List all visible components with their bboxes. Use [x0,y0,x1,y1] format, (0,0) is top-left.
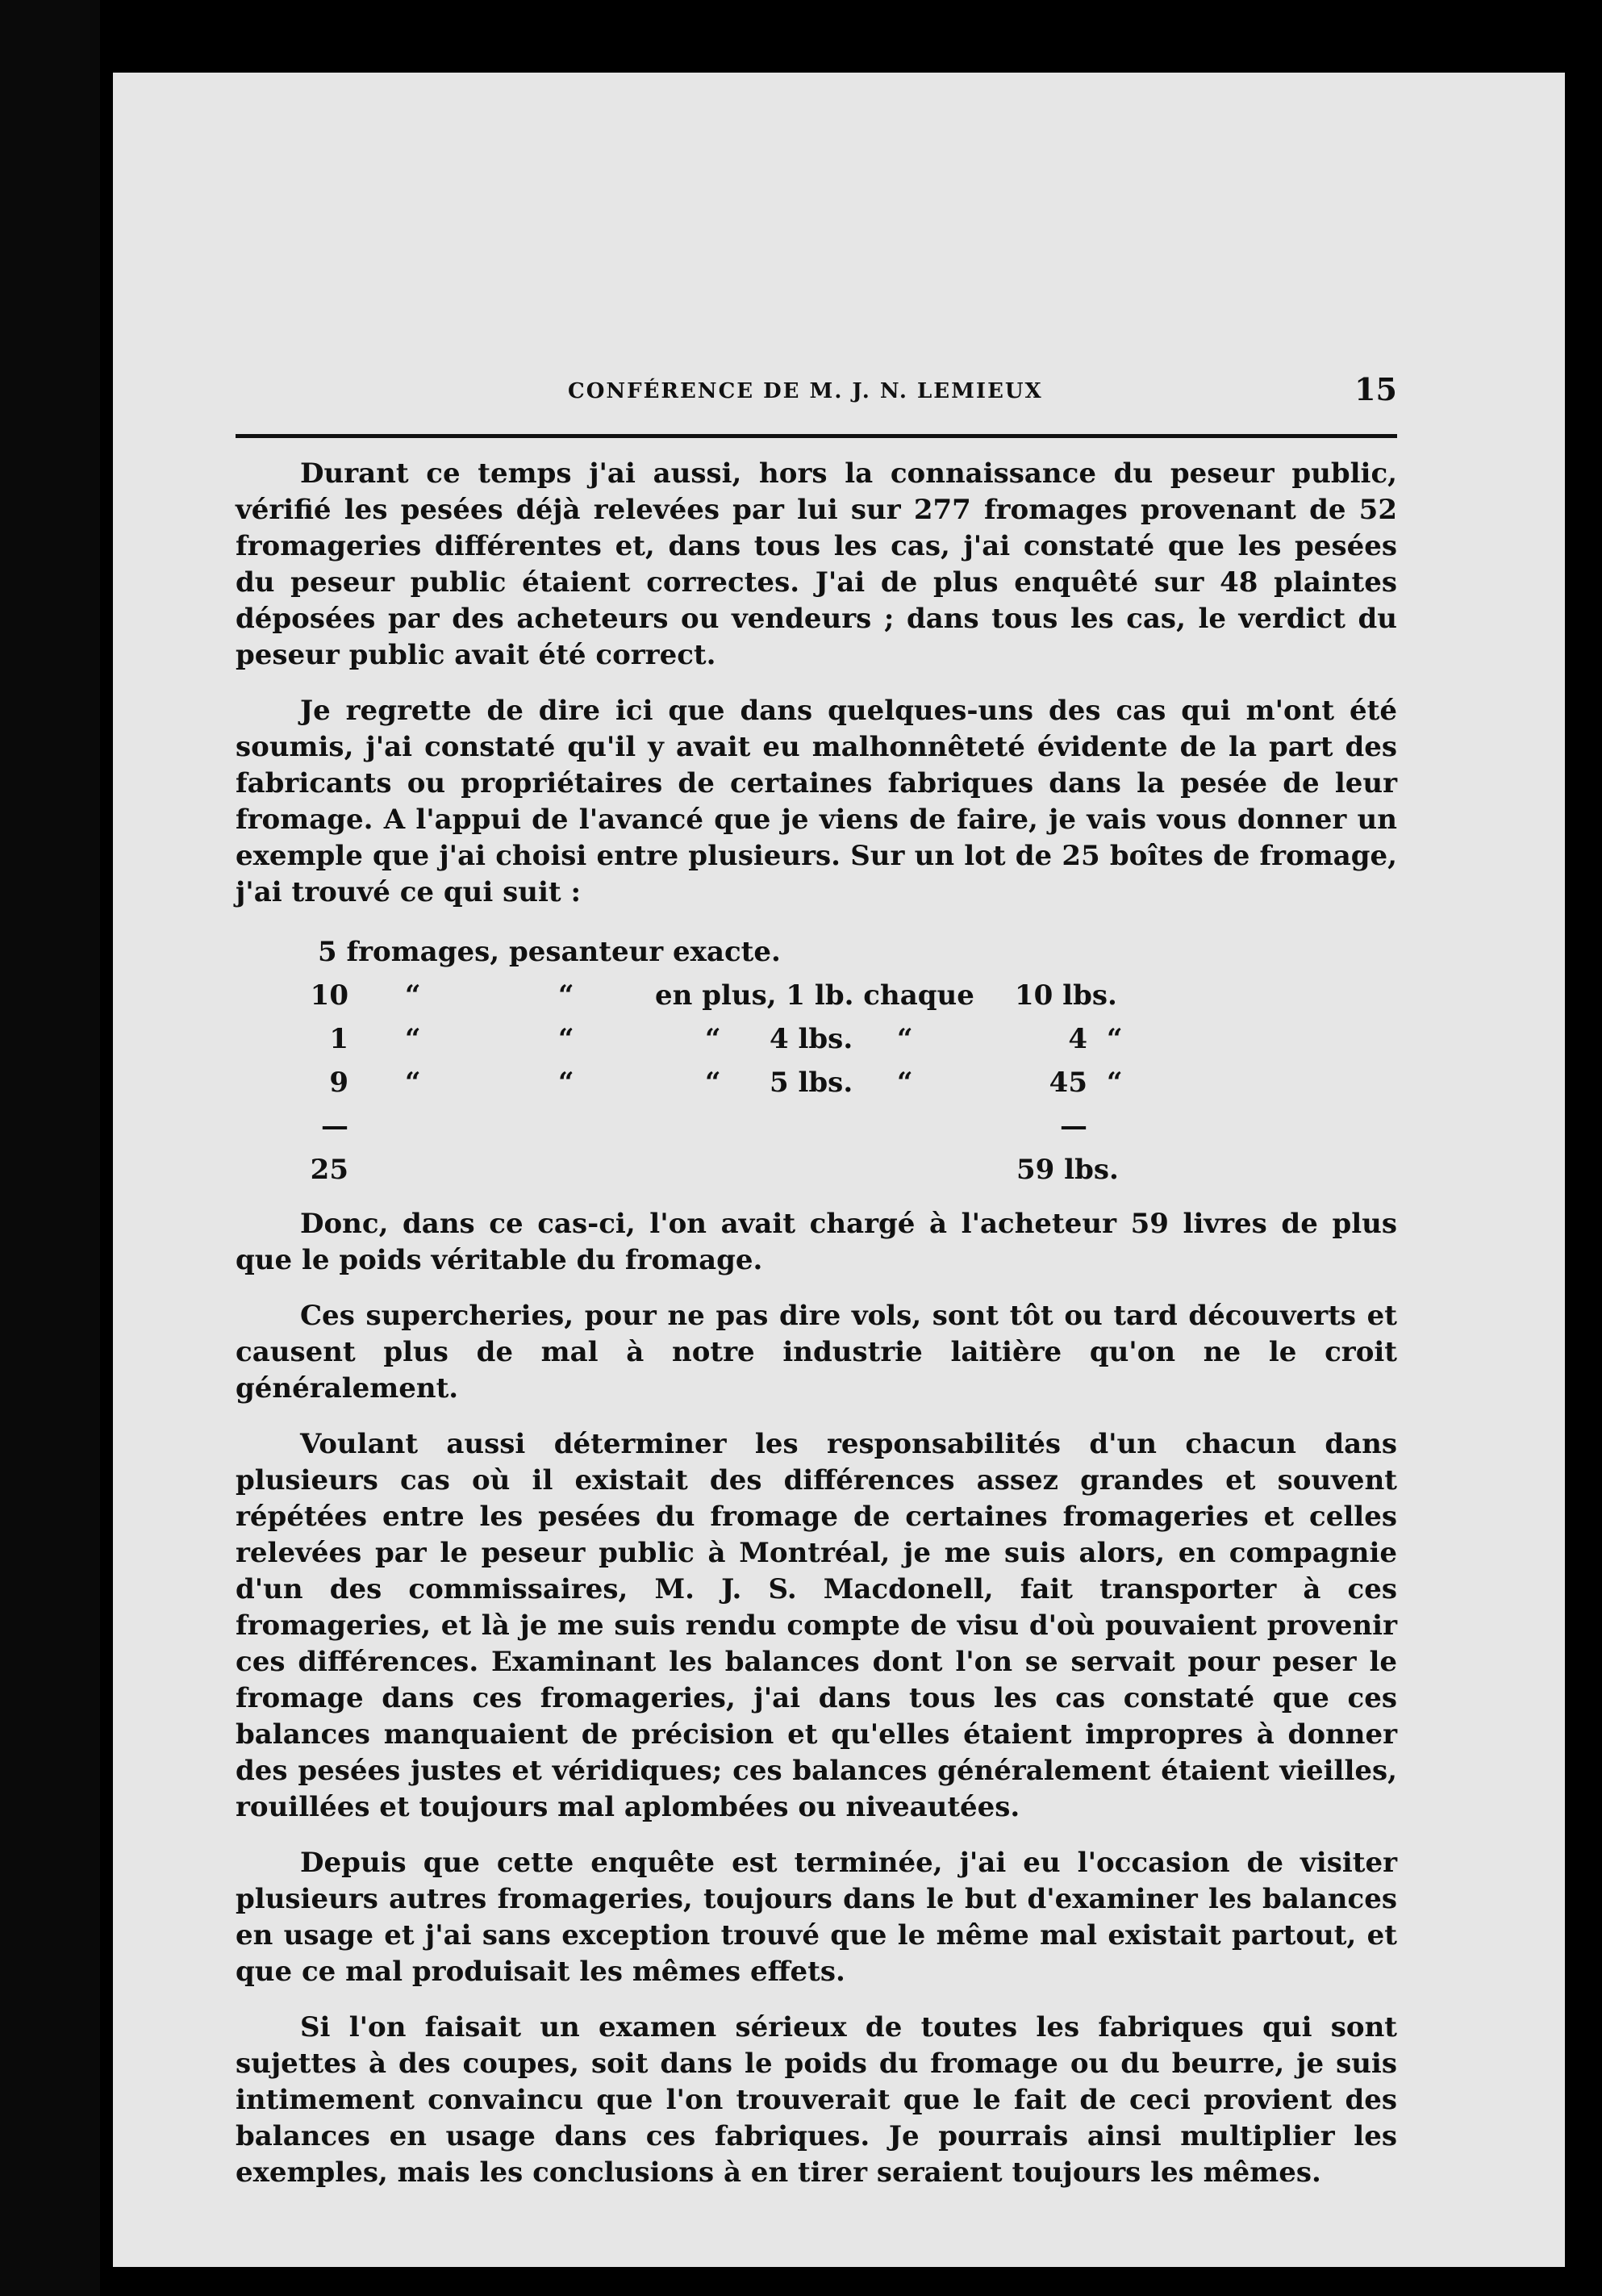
paragraph: Donc, dans ce cas-ci, l'on avait chargé à l'acheteur 59 livres de plus que le poids véritable du fromage. [236,1208,1397,1276]
tally-sum-total: 59 lbs. [1016,1154,1119,1186]
page-header [236,371,1397,420]
ditto-mark: “ [1107,1023,1123,1055]
tally-count: 1 [329,1023,348,1055]
tally-total: 4 [1068,1023,1087,1055]
page-number: 15 [1354,371,1397,407]
tally-count: 9 [329,1067,348,1099]
scan-margin [0,0,100,2296]
ditto-mark: “ [705,1023,721,1055]
tally-unit-weight: 5 lbs. [770,1067,853,1099]
ditto-mark: “ [897,1023,913,1055]
paragraph: Je regrette de dire ici que dans quelques-uns des cas qui m'ont été soumis, j'ai constaté qu'il y avait eu malhonnêteté évidente de la part des fabricants ou propriétaires de certaines fabriques dans la pesée de leur fromage. A l'appui de l'avancé que je viens de faire, je vais vous donner un exemple que j'ai choisi entre plusieurs. Sur un lot de 25 boîtes de fromage, j'ai trouvé ce qui suit : [236,695,1397,908]
paragraph: Depuis que cette enquête est terminée, j'ai eu l'occasion de visiter plusieurs autres fromageries, toujours dans le but d'examiner les balances en usage et j'ai sans exception trouvé que le même mal existait partout, et que ce mal produisait les mêmes effets. [236,1847,1397,1988]
tally-unit-weight: 4 lbs. [770,1023,853,1055]
tally-description: en plus, 1 lb. chaque [655,979,974,1012]
tally-sum-count: 25 [310,1154,348,1186]
tally-row [236,1017,1397,1061]
running-head: CONFÉRENCE DE M. J. N. LEMIEUX [568,379,1043,403]
binding-edge [100,56,111,2267]
ditto-mark: “ [558,979,574,1012]
ditto-mark: “ [558,1023,574,1055]
tally-total: 10 lbs. [1015,979,1117,1012]
paragraph: Voulant aussi déterminer les responsabilités d'un chacun dans plusieurs cas où il existait des différences assez grandes et souvent répétées entre les pesées du fromage de certaines fromageries et celles relevées par le peseur public à Montréal, je me suis alors, en compagnie d'un des commissaires, M. J. S. Macdonell, fait transporter à ces fromageries, et là je me suis rendu compte de visu d'où pouvaient provenir ces différences. Examinant les balances dont l'on se servait pour peser le fromage dans ces fromageries, j'ai dans tous les cas constaté que ces balances manquaient de précision et qu'elles étaient impropres à donner des pesées justes et véridiques; ces balances généralement étaient vieilles, rouillées et toujours mal aplombées ou niveautées. [236,1428,1397,1823]
ditto-mark: “ [897,1067,913,1099]
ditto-mark: “ [405,979,421,1012]
tally-row [236,974,1397,1017]
sum-dash: — [1060,1110,1087,1142]
paragraph: Si l'on faisait un examen sérieux de toutes les fabriques qui sont sujettes à des coupes, soit dans le poids du fromage ou du beurre, je suis intimement convaincu que l'on trouverait que le fait de ceci provient des balances en usage dans ces fabriques. Je pourrais ainsi multiplier les exemples, mais les conclusions à en tirer seraient toujours les mêmes. [236,2011,1397,2189]
ditto-mark: “ [558,1067,574,1099]
paragraph: Ces supercheries, pour ne pas dire vols, sont tôt ou tard découverts et causent plus de mal à notre industrie laitière qu'on ne le croit généralement. [236,1300,1397,1405]
weight-tally [236,930,1397,1192]
tally-row [236,1104,1397,1148]
tally-row [236,1148,1397,1192]
sum-dash: — [321,1110,348,1142]
tally-count: 10 [310,979,348,1012]
tally-first-line: 5 fromages, pesanteur exacte. [318,936,781,968]
tally-row [236,930,1397,974]
text-block [236,371,1397,2210]
ditto-mark: “ [405,1067,421,1099]
ditto-mark: “ [1107,1067,1123,1099]
tally-total: 45 [1049,1067,1087,1099]
header-rule [236,434,1397,438]
tally-row [236,1061,1397,1104]
paragraph: Durant ce temps j'ai aussi, hors la connaissance du peseur public, vérifié les pesées déjà relevées par lui sur 277 fromages provenant de 52 fromageries différentes et, dans tous les cas, j'ai constaté que les pesées du peseur public étaient correctes. J'ai de plus enquêté sur 48 plaintes déposées par des acheteurs ou vendeurs ; dans tous les cas, le verdict du peseur public avait été correct. [236,457,1397,671]
ditto-mark: “ [405,1023,421,1055]
ditto-mark: “ [705,1067,721,1099]
